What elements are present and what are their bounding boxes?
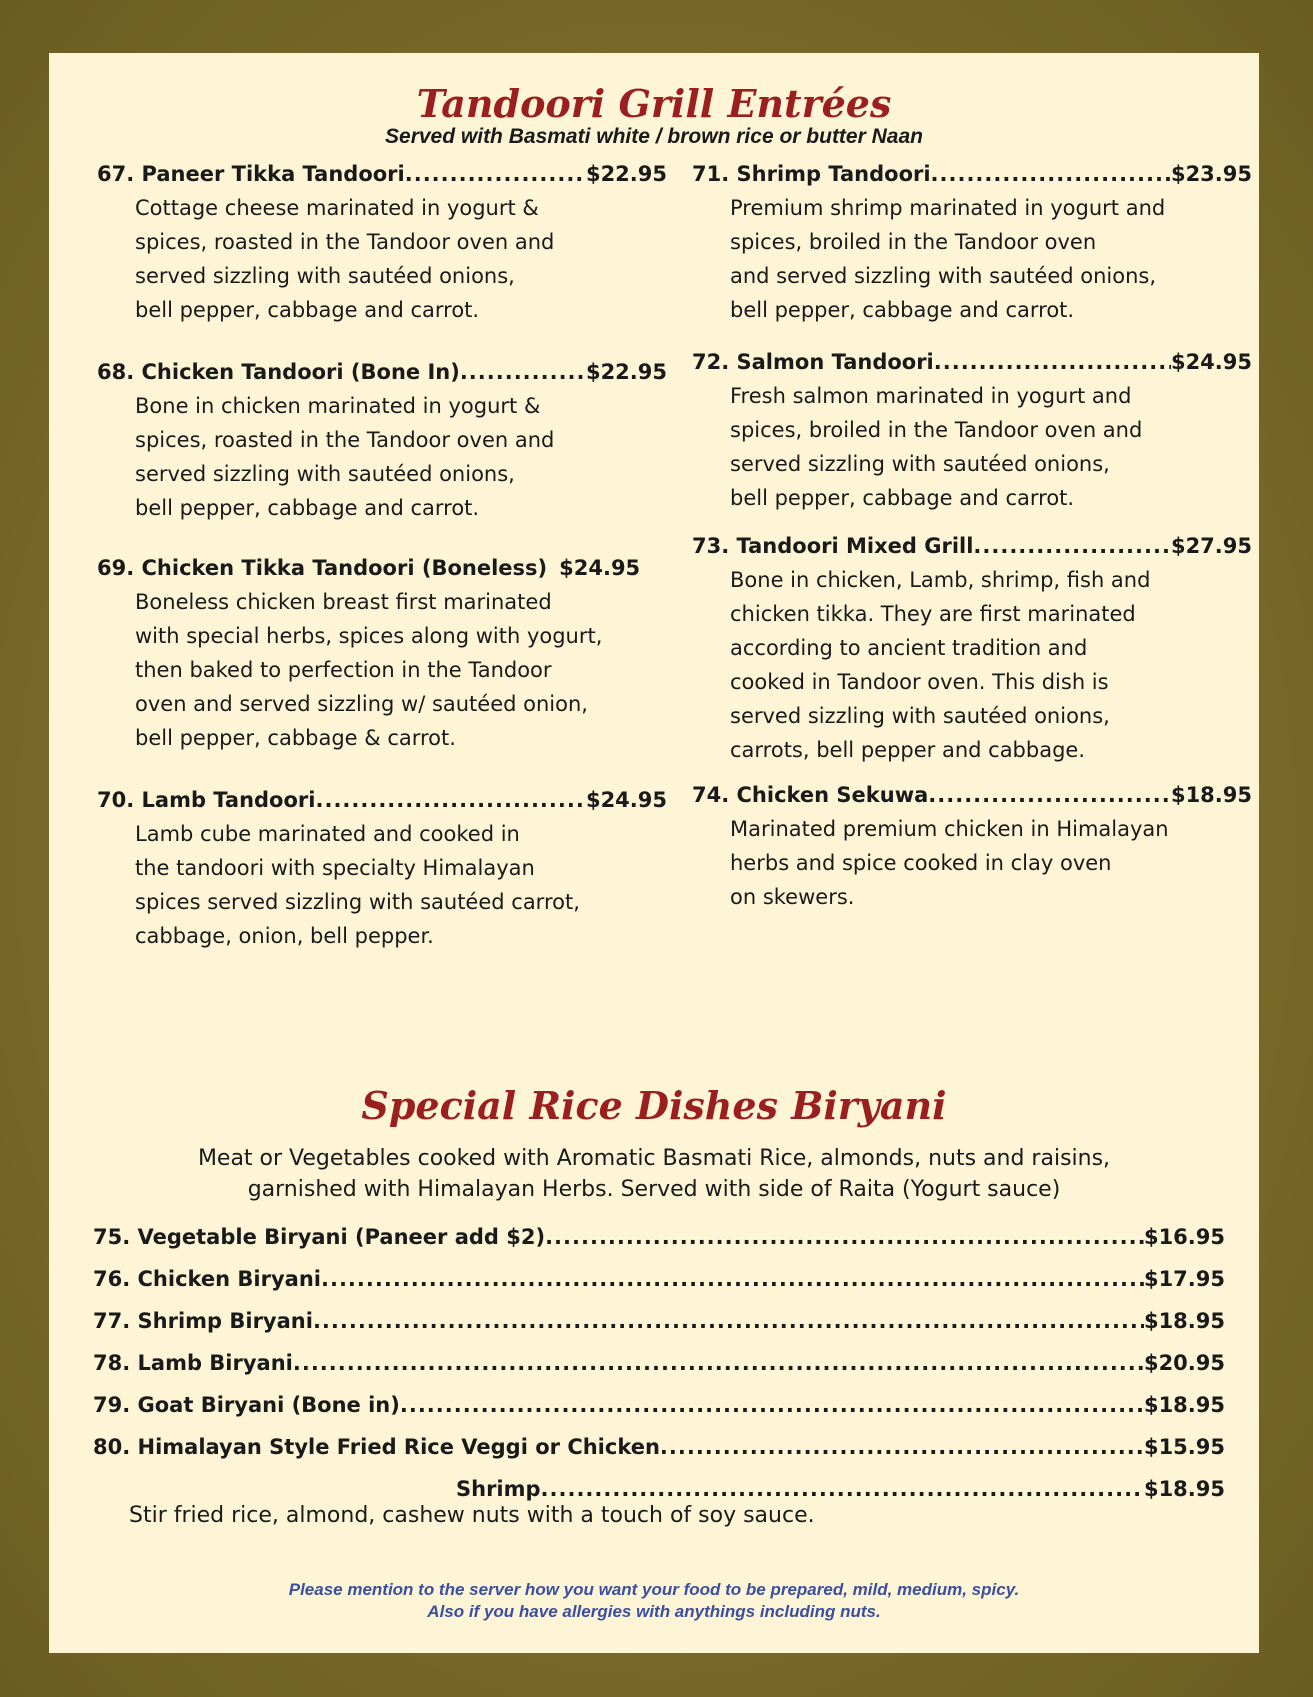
item-price: $18.95 [1170,783,1252,807]
item-description: Bone in chicken marinated in yogurt & spices, roasted in the Tandoor oven and served sizzling with sautéed onions, bell pepper, cabbage and carrot. [135,394,555,520]
menu-item-70 [97,783,667,953]
item-price: $24.95 [1170,350,1252,374]
item-description: Lamb cube marinated and cooked in the tandoori with specialty Himalayan spices served sizzling with sautéed carrot, cabbage, onion, bell pepper. [135,822,580,948]
item-description: Cottage cheese marinated in yogurt & spices, roasted in the Tandoor oven and served sizzling with sautéed onions, bell pepper, cabbage and carrot. [135,196,555,322]
item-name: 70. Lamb Tandoori [97,788,316,812]
item-name: 67. Paneer Tikka Tandoori [97,162,405,186]
menu-item-73 [692,529,1252,767]
tandoori-section-title: Tandoori Grill Entrées [416,81,892,126]
item-description: Marinated premium chicken in Himalayan herbs and spice cooked in clay oven on skewers. [730,817,1169,909]
tandoori-section-subtitle: Served with Basmati white / brown rice or butter Naan [385,125,923,148]
item-price: $22.95 [585,162,667,186]
list-item: 79. Goat Biryani (Bone in) ..... $18.95 [93,1384,1225,1426]
biryani-section-subtitle: Meat or Vegetables cooked with Aromatic Basmati Rice, almonds, nuts and raisins, garnished with Himalayan Herbs. Served with side of Raita (Yogurt sauce) [197,1146,1111,1202]
item-description: Bone in chicken, Lamb, shrimp, fish and chicken tikka. They are first marinated according to ancient tradition and cooked in Tandoor oven. This dish is served sizzling with sautéed onions, carrots, bell pepper and cabbage. [730,568,1151,762]
list-item: 78. Lamb Biryani ..... $20.95 [93,1342,1225,1384]
menu-item-71 [692,157,1252,327]
menu-item-69 [97,551,667,755]
item-price: $24.95 [559,556,641,580]
biryani-section-title: Special Rice Dishes Biryani [361,1083,947,1128]
menu-item-72 [692,345,1252,515]
item-name: 74. Chicken Sekuwa [692,783,929,807]
item-description: Fresh salmon marinated in yogurt and spices, broiled in the Tandoor oven and served sizzling with sautéed onions, bell pepper, cabbage and carrot. [730,384,1143,510]
item-description: Boneless chicken breast first marinated with special herbs, spices along with yogurt, then baked to perfection in the Tandoor oven and served sizzling w/ sautéed onion, bell pepper, cabbage & carrot. [135,590,603,750]
fried-rice-note: Stir fried rice, almond, cashew nuts with a touch of soy sauce. [129,1503,815,1528]
menu-page [49,53,1259,1653]
menu-item-68 [97,355,667,525]
item-price: $27.95 [1170,534,1252,558]
item-price: $23.95 [1170,162,1252,186]
item-name: 69. Chicken Tikka Tandoori (Boneless) [97,556,548,580]
biryani-list [93,1216,1225,1510]
list-item: 76. Chicken Biryani ..... $17.95 [93,1258,1225,1300]
list-item: 80. Himalayan Style Fried Rice Veggi or Chicken ..... $15.95 [93,1426,1225,1468]
item-description: Premium shrimp marinated in yogurt and spices, broiled in the Tandoor oven and served sizzling with sautéed onions, bell pepper, cabbage and carrot. [730,196,1166,322]
list-item: 77. Shrimp Biryani ..... $18.95 [93,1300,1225,1342]
item-name: 71. Shrimp Tandoori [692,162,931,186]
item-price: $22.95 [585,360,667,384]
list-item: Shrimp ..... $18.95 [93,1468,1225,1510]
item-name: 73. Tandoori Mixed Grill [692,534,974,558]
list-item: 75. Vegetable Biryani (Paneer add $2) ..... $16.95 [93,1216,1225,1258]
menu-item-67 [97,157,667,327]
item-name: 72. Salmon Tandoori [692,350,934,374]
item-price: $24.95 [585,788,667,812]
footer-notice: Please mention to the server how you want your food to be prepared, mild, medium, spicy. Also if you have allergies with anythings including nuts. [288,1580,1020,1621]
item-name: 68. Chicken Tandoori (Bone In) [97,360,460,384]
menu-item-74 [692,778,1252,914]
